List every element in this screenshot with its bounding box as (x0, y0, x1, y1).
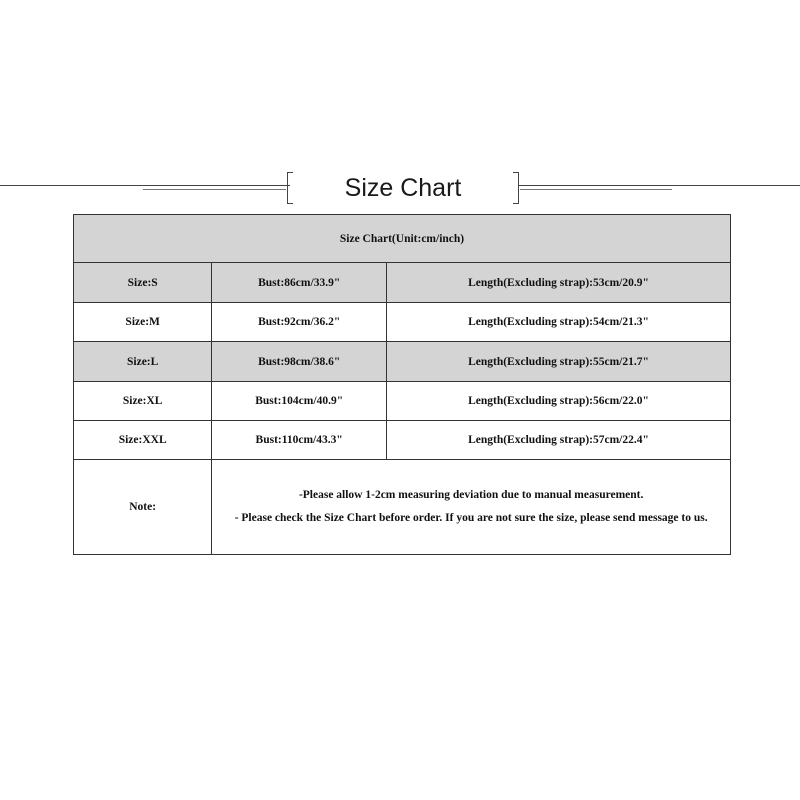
note-label: Note: (74, 460, 212, 555)
bust-cell: Bust:110cm/43.3" (212, 421, 387, 460)
table-row (74, 263, 731, 303)
size-cell: Size:XL (74, 382, 212, 421)
title-rule-left-short (143, 189, 286, 190)
title-rule-right-short (520, 189, 672, 190)
table-row (74, 382, 731, 421)
title-rule-right (518, 185, 800, 186)
table-header: Size Chart(Unit:cm/inch) (74, 215, 731, 263)
table-row (74, 421, 731, 460)
note-content (212, 460, 731, 555)
note-line: -Please allow 1-2cm measuring deviation due to manual measurement. (298, 489, 644, 501)
note-row (74, 460, 731, 555)
length-cell: Length(Excluding strap):56cm/22.0" (386, 382, 730, 421)
bust-cell: Bust:104cm/40.9" (212, 382, 387, 421)
note-line: - Please check the Size Chart before order. If you are not sure the size, please send message to us. (234, 512, 708, 524)
table-row (74, 342, 731, 382)
length-cell: Length(Excluding strap):53cm/20.9" (386, 263, 730, 303)
size-cell: Size:XXL (74, 421, 212, 460)
length-cell: Length(Excluding strap):57cm/22.4" (386, 421, 730, 460)
length-cell: Length(Excluding strap):55cm/21.7" (386, 342, 730, 382)
size-chart-table (73, 214, 731, 555)
title-frame (287, 172, 519, 204)
size-cell: Size:S (74, 263, 212, 303)
table-row (74, 303, 731, 342)
size-cell: Size:L (74, 342, 212, 382)
title-rule-left (0, 185, 290, 186)
bust-cell: Bust:92cm/36.2" (212, 303, 387, 342)
page-title: Size Chart (344, 174, 462, 202)
bust-cell: Bust:86cm/33.9" (212, 263, 387, 303)
length-cell: Length(Excluding strap):54cm/21.3" (386, 303, 730, 342)
size-cell: Size:M (74, 303, 212, 342)
bust-cell: Bust:98cm/38.6" (212, 342, 387, 382)
